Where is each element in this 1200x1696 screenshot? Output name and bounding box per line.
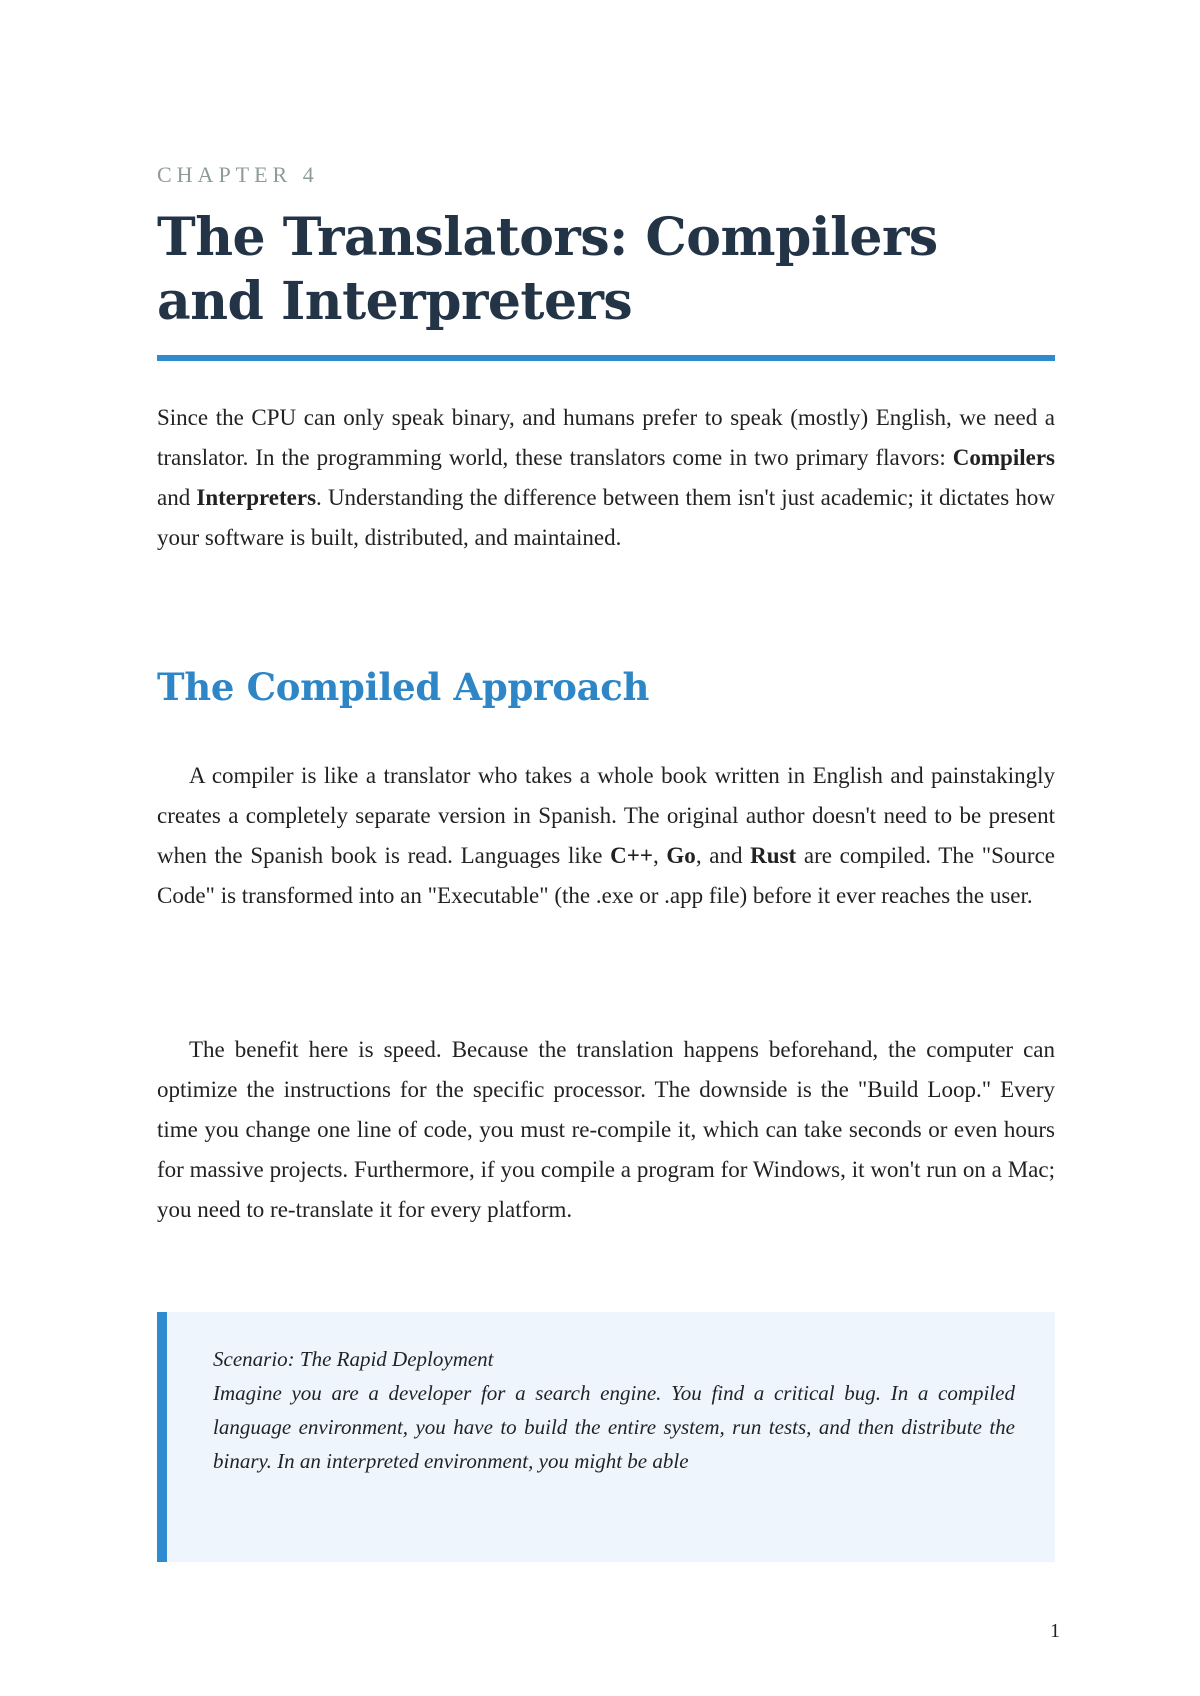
intro-text-2: and [157,485,197,510]
para1-text-3: , and [695,843,751,868]
compiled-paragraph-1 [157,756,1055,916]
scenario-callout [157,1312,1055,1562]
para1-bold-cpp: C++ [610,843,653,868]
title-divider [157,355,1055,361]
callout-title: Scenario: The Rapid Deployment [213,1347,494,1371]
intro-text-3: . Understanding the difference between them isn't just academic; it dictates how your software is built, distributed, and maintained. [157,485,1056,550]
compiled-paragraph-2: The benefit here is speed. Because the translation happens beforehand, the computer can optimize the instructions for the specific processor. The downside is the "Build Loop." Every time you change one line of code, you must re-compile it, which can take seconds or even hours for massive projects. Furthermore, if you compile a program for Windows, it won't run on a Mac; you need to re-translate it for every platform. [157,1037,1055,1222]
section-heading: The Compiled Approach [157,665,650,709]
para1-bold-rust: Rust [750,843,797,868]
chapter-label: CHAPTER 4 [157,162,319,187]
para1-bold-go: Go [666,843,696,868]
callout-text: Imagine you are a developer for a search engine. You find a critical bug. In a compiled language environment, you have to build the entire system, run tests, and then distribute the binary. In an interpreted environment, you might be able [213,1381,1015,1473]
chapter-title: The Translators: Compilers and Interpreters [157,207,938,332]
para1-text-2: , [652,843,667,868]
intro-paragraph [157,398,1055,558]
intro-bold-compilers: Compilers [952,445,1055,470]
para1-text-4: are compiled. The "Source Code" is transformed into an "Executable" (the .exe or .app file) before it ever reaches the user. [157,843,1055,908]
para1-text-1: A compiler is like a translator who takes a whole book written in English and painstakingly creates a completely separate version in Spanish. The original author doesn't need to be present when the Spanish book is read. Languages like [157,763,1055,868]
intro-bold-interpreters: Interpreters [196,485,317,510]
intro-text-1: Since the CPU can only speak binary, and humans prefer to speak (mostly) English, we need a translator. In the programming world, these translators come in two primary flavors: [157,405,1055,470]
page-number: 1 [1050,1620,1060,1642]
